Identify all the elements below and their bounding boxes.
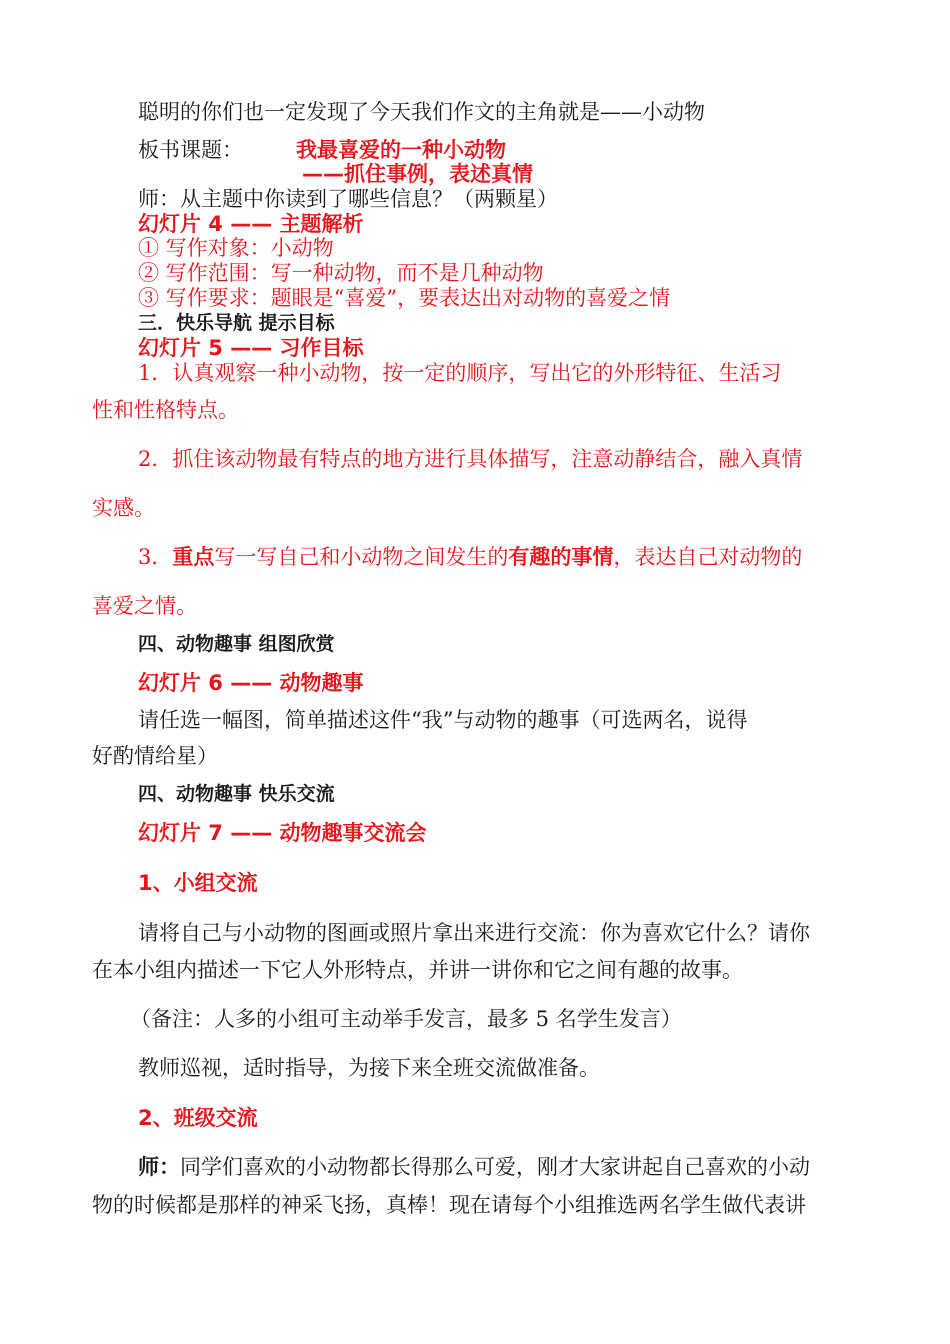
goal-2-line-1: 2．抓住该动物最有特点的地方进行具体描写，注意动静结合，融入真情 bbox=[138, 447, 803, 471]
goal-1-line-1: 1．认真观察一种小动物，按一定的顺序，写出它的外形特征、生活习 bbox=[138, 361, 782, 385]
slide-5-heading: 幻灯片 5 —— 习作目标 bbox=[138, 336, 364, 360]
class-line-2: 物的时候都是那样的神采飞扬，真棒！现在请每个小组推选两名学生做代表讲 bbox=[92, 1193, 806, 1217]
lesson-subtitle: ——抓住事例，表述真情 bbox=[302, 162, 533, 186]
task-line-1: 请任选一幅图，简单描述这件“我”与动物的趣事（可选两名，说得 bbox=[138, 708, 748, 732]
analysis-item-3: ③ 写作要求：题眼是“喜爱”，要表达出对动物的喜爱之情 bbox=[138, 286, 671, 310]
teacher-question: 师：从主题中你读到了哪些信息？（两颗星） bbox=[138, 187, 558, 211]
goal-3-keyword-interesting: 有趣的事情 bbox=[508, 545, 614, 569]
goal-1-line-2: 性和性格特点。 bbox=[92, 398, 239, 422]
slide-6-heading: 幻灯片 6 —— 动物趣事 bbox=[138, 671, 364, 695]
slide-4-heading: 幻灯片 4 —— 主题解析 bbox=[138, 212, 364, 236]
class-exchange-heading: 2、班级交流 bbox=[138, 1106, 258, 1130]
intro-line: 聪明的你们也一定发现了今天我们作文的主角就是——小动物 bbox=[138, 100, 705, 124]
lesson-title: 我最喜爱的一种小动物 bbox=[296, 138, 506, 162]
group-line-1: 请将自己与小动物的图画或照片拿出来进行交流：你为喜欢它什么？请你 bbox=[138, 921, 810, 945]
analysis-item-1: ① 写作对象：小动物 bbox=[138, 236, 334, 260]
goal-3-end: ，表达自己对动物的 bbox=[613, 545, 803, 569]
patrol-line: 教师巡视，适时指导，为接下来全班交流做准备。 bbox=[138, 1056, 600, 1080]
group-line-2: 在本小组内描述一下它人外形特点，并讲一讲你和它之间有趣的故事。 bbox=[92, 958, 743, 982]
banshu-label: 板书课题： bbox=[138, 138, 243, 162]
slide-7-heading: 幻灯片 7 —— 动物趣事交流会 bbox=[138, 821, 427, 845]
goal-3-middle: 写一写自己和小动物之间发生的 bbox=[214, 545, 509, 569]
analysis-item-2: ② 写作范围：写一种动物，而不是几种动物 bbox=[138, 261, 544, 285]
class-line-1 bbox=[138, 1155, 810, 1179]
note-line: （备注：人多的小组可主动举手发言，最多 5 名学生发言） bbox=[130, 1007, 682, 1031]
goal-3-line-2: 喜爱之情。 bbox=[92, 594, 197, 618]
class-line-1-text: 同学们喜欢的小动物都长得那么可爱，刚才大家讲起自己喜欢的小动 bbox=[180, 1155, 810, 1179]
section-4b-heading: 四、动物趣事 快乐交流 bbox=[138, 783, 335, 805]
goal-3-line-1 bbox=[138, 545, 802, 569]
teacher-label: 师： bbox=[138, 1155, 180, 1179]
goal-3-keyword-focus: 重点 bbox=[172, 545, 215, 569]
section-4a-heading: 四、动物趣事 组图欣赏 bbox=[138, 633, 335, 655]
goal-3-number: 3． bbox=[138, 545, 173, 569]
goal-2-line-2: 实感。 bbox=[92, 496, 155, 520]
task-line-2: 好酌情给星） bbox=[92, 744, 218, 768]
group-exchange-heading: 1、小组交流 bbox=[138, 871, 258, 895]
section-3-heading: 三．快乐导航 提示目标 bbox=[138, 312, 335, 334]
